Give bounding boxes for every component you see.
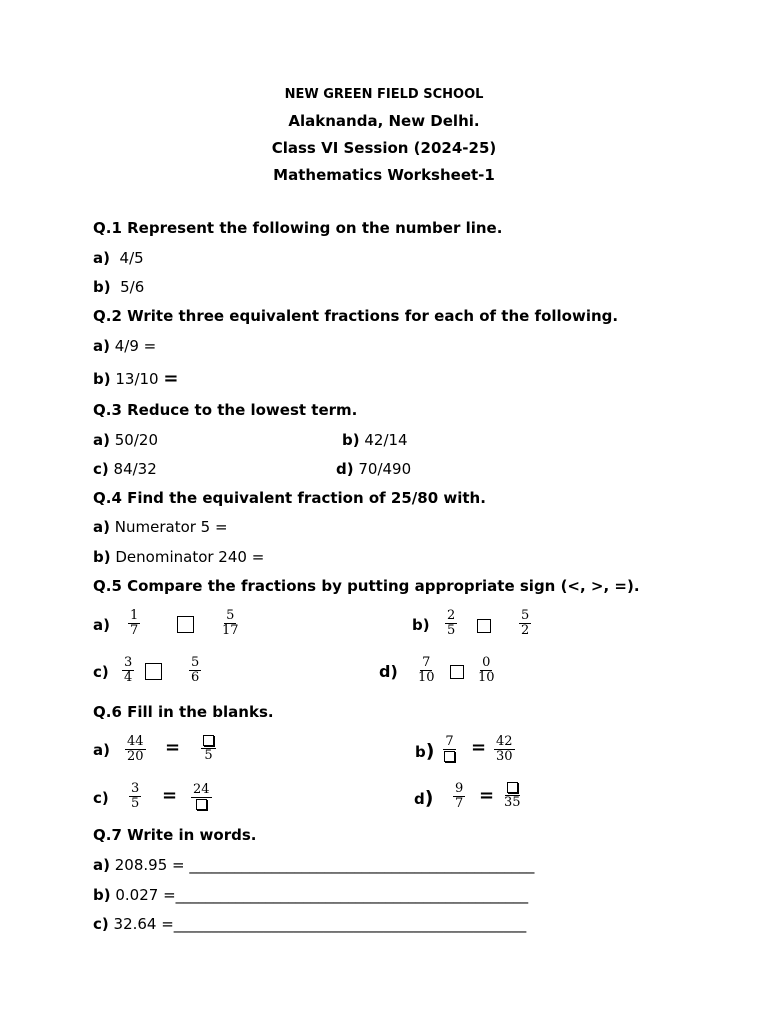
q6-label-d	[414, 787, 433, 809]
item-label: a)	[93, 337, 110, 355]
item-text: 208.95 = ______________________________________________	[114, 856, 535, 874]
blank-box-icon[interactable]	[507, 782, 518, 793]
fraction	[442, 735, 457, 764]
numerator: 44	[127, 734, 144, 749]
q6-label-b	[415, 740, 434, 762]
q1-item-a	[93, 249, 144, 267]
numerator	[505, 781, 520, 796]
numerator	[201, 734, 216, 749]
item-label: b)	[93, 370, 111, 388]
fraction	[502, 781, 523, 810]
denominator: 17	[222, 623, 239, 638]
fraction	[453, 782, 465, 811]
fraction	[191, 783, 212, 812]
fraction	[189, 656, 201, 685]
numerator: 5	[521, 608, 530, 623]
item-text: 5/6	[120, 278, 145, 296]
q3-item-c	[93, 460, 157, 478]
numerator: 2	[447, 608, 456, 623]
item-label: d)	[336, 460, 354, 478]
item-label: a)	[93, 856, 110, 874]
fraction	[445, 609, 457, 638]
item-text: 4/9 =	[114, 337, 157, 355]
answer-box[interactable]	[477, 619, 491, 633]
numerator: 0	[482, 655, 491, 670]
q2-item-b	[93, 368, 178, 389]
answer-box[interactable]	[177, 616, 194, 633]
answer-box[interactable]	[145, 663, 162, 680]
q5-label-d: d)	[379, 662, 398, 681]
item-text: 32.64 =_______________________________________________	[113, 915, 527, 933]
numerator: 24	[193, 782, 210, 797]
numerator: 5	[226, 608, 235, 623]
fraction	[494, 735, 515, 764]
q7-item-b	[93, 886, 528, 904]
item-text: 0.027 =_______________________________________________	[115, 886, 529, 904]
fraction	[122, 656, 134, 685]
q3-item-a	[93, 431, 158, 449]
item-text: 42/14	[364, 431, 408, 449]
item-text: 4/5	[119, 249, 144, 267]
item-label: c)	[93, 460, 109, 478]
item-label: b)	[342, 431, 360, 449]
blank-box-icon[interactable]	[203, 735, 214, 746]
item-label: a)	[93, 518, 110, 536]
numerator: 7	[422, 655, 431, 670]
q6-label-c: c)	[93, 789, 109, 807]
item-label: b	[415, 743, 426, 761]
denominator: 30	[496, 749, 513, 764]
school-name: NEW GREEN FIELD SCHOOL	[284, 87, 484, 102]
class-session: Class VI Session (2024-25)	[271, 139, 497, 157]
item-label: a)	[93, 249, 110, 267]
q7-item-c	[93, 915, 526, 933]
denominator: 10	[418, 670, 435, 685]
school-location: Alaknanda, New Delhi.	[288, 112, 480, 130]
q5-label-b: b)	[412, 616, 430, 634]
q7-title: Q.7 Write in words.	[93, 826, 257, 844]
denominator: 4	[124, 670, 133, 685]
q6-label-a: a)	[93, 741, 110, 759]
denominator: 2	[521, 623, 530, 638]
q1-title: Q.1 Represent the following on the number line.	[93, 219, 503, 237]
paren: )	[425, 740, 435, 762]
q2-title: Q.2 Write three equivalent fractions for each of the following.	[93, 307, 619, 325]
numerator: 9	[455, 781, 464, 796]
denominator	[194, 798, 209, 812]
q3-title: Q.3 Reduce to the lowest term.	[93, 401, 358, 419]
numerator: 3	[131, 781, 140, 796]
blank-box-icon[interactable]	[196, 799, 207, 810]
q7-item-a	[93, 856, 534, 874]
numerator: 5	[191, 655, 200, 670]
item-label: b)	[93, 548, 111, 566]
q5-label-c: c)	[93, 663, 109, 681]
q5-title: Q.5 Compare the fractions by putting appropriate sign (<, >, =).	[93, 577, 640, 595]
item-label: a)	[93, 431, 110, 449]
denominator: 7	[455, 796, 464, 811]
fraction	[519, 609, 531, 638]
denominator: 35	[504, 795, 521, 810]
q6-title: Q.6 Fill in the blanks.	[93, 703, 274, 721]
denominator: 6	[191, 670, 200, 685]
q4-item-b	[93, 548, 264, 566]
denominator: 5	[131, 796, 140, 811]
fraction	[125, 735, 146, 764]
q4-item-a	[93, 518, 228, 536]
fraction	[416, 656, 437, 685]
item-text: 50/20	[114, 431, 158, 449]
item-label: d	[414, 790, 425, 808]
fraction	[129, 782, 141, 811]
equals-sign: =	[165, 737, 181, 758]
fraction	[476, 656, 497, 685]
q3-item-b	[342, 431, 408, 449]
numerator: 3	[124, 655, 133, 670]
equals-sign: =	[162, 785, 178, 806]
fraction	[128, 609, 140, 638]
q2-item-a	[93, 337, 156, 355]
denominator: 20	[127, 749, 144, 764]
denominator: 7	[130, 623, 139, 638]
numerator: 1	[130, 608, 139, 623]
worksheet-title: Mathematics Worksheet-1	[273, 166, 495, 184]
item-text: Denominator 240 =	[115, 548, 265, 566]
item-label: c)	[93, 915, 109, 933]
equals-sign: =	[479, 785, 495, 806]
item-text: 13/10	[115, 370, 159, 388]
q4-title: Q.4 Find the equivalent fraction of 25/80 with.	[93, 489, 486, 507]
paren: )	[424, 787, 434, 809]
item-text: Numerator 5 =	[114, 518, 228, 536]
answer-box[interactable]	[450, 665, 464, 679]
fraction	[201, 734, 216, 763]
equals-sign: =	[471, 737, 487, 758]
denominator	[442, 750, 457, 764]
q1-item-b	[93, 278, 144, 296]
blank-box-icon[interactable]	[444, 751, 455, 762]
denominator: 10	[478, 670, 495, 685]
item-text: 70/490	[358, 460, 412, 478]
q3-item-d	[336, 460, 411, 478]
numerator: 7	[445, 734, 454, 749]
numerator: 42	[496, 734, 513, 749]
item-label: b)	[93, 886, 111, 904]
item-text: 84/32	[113, 460, 157, 478]
item-label: b)	[93, 278, 111, 296]
denominator: 5	[447, 623, 456, 638]
q5-label-a: a)	[93, 616, 110, 634]
equals-sign: =	[163, 368, 179, 389]
fraction	[220, 609, 241, 638]
denominator: 5	[204, 748, 213, 763]
